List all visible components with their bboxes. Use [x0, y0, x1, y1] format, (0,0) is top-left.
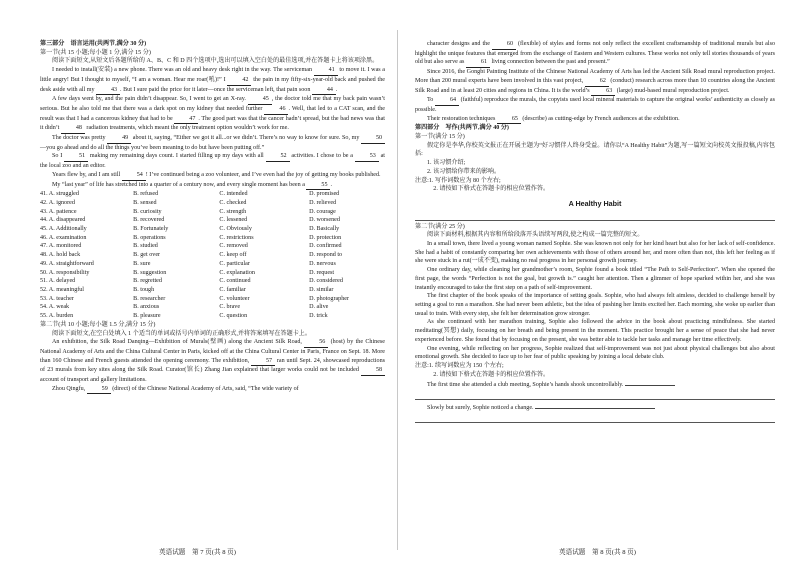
option-choice[interactable]: B. tough [133, 286, 155, 293]
option-choice[interactable]: D. protection [309, 234, 342, 241]
story-passage [415, 240, 775, 362]
part2-instructions: 阅读下面短文,在空白处填入 1 个适当的单词或括号内单词的正确形式,并将答案填写在答题卡上。 [52, 330, 311, 337]
cloze-passage [40, 66, 385, 190]
answer-blank[interactable]: 55 [306, 181, 330, 191]
grammar-passage-start [40, 338, 385, 394]
answer-blank[interactable]: 47 [174, 115, 198, 125]
option-choice[interactable]: C. Obviously [219, 226, 252, 233]
answer-blank[interactable]: 54 [122, 171, 146, 181]
answer-blank[interactable]: 58 [361, 366, 385, 376]
option-row [40, 216, 385, 225]
answer-blank[interactable]: 50 [361, 134, 385, 144]
option-choice[interactable]: D. respond to [309, 252, 343, 259]
passage-paragraph [415, 96, 775, 114]
option-choice[interactable]: B. suggestion [133, 269, 167, 276]
option-choice[interactable]: D. promised [309, 191, 340, 198]
option-choice[interactable]: D. request [309, 269, 335, 276]
passage-paragraph [40, 181, 385, 191]
passage-text: living connection between the past and present.” [489, 59, 610, 66]
option-choice[interactable]: B. Fortunately [133, 226, 169, 233]
answer-blank[interactable]: 61 [466, 58, 490, 68]
section3-title: 第三部分 语言运用(共两节,满分 30 分) [40, 41, 147, 47]
option-row [40, 286, 385, 295]
option-choice[interactable]: 47. A. monitored [40, 243, 82, 250]
option-choice[interactable]: C. explanation [219, 269, 255, 276]
option-row [40, 312, 385, 321]
option-row [40, 251, 385, 260]
answer-line [415, 390, 775, 400]
passage-text: character designs and the [427, 41, 492, 47]
writing1-note-2: 2. 请按如下格式在答题卡的相应位置作答。 [415, 186, 550, 193]
passage-text: —you go ahead and do all the things you’ve been meaning to do but have been putting off.” [40, 144, 265, 151]
passage-text: activities. I chose to be a [289, 153, 355, 160]
option-choice[interactable]: C. restrictions [219, 234, 254, 241]
passage-text: , the doctor told me that my back pain wasn’t serious. But he also told me that there was a dark spot on my kidney that needed further [40, 96, 385, 112]
part1-instructions: 阅读下面短文,从短文后各题所给的 A、B、C 和 D 四个选项中,选出可以填入空白处的最佳选项,并在答题卡上将该项涂黑。 [52, 58, 379, 65]
passage-text: A few days went by, and the pain didn’t disappear. So, I went to get an X-ray. [52, 96, 248, 103]
option-row [40, 190, 385, 199]
page-footer-right: 英语试题 第 8 页(共 8 页) [559, 549, 636, 556]
option-choice[interactable]: 43. A. patience [40, 208, 77, 215]
passage-paragraph [415, 68, 775, 96]
option-choice[interactable]: B. refused [133, 191, 159, 198]
writing2-note-1: 注意:1. 续写词数应为 150 个左右; [415, 362, 504, 369]
answer-blank[interactable]: 49 [107, 134, 131, 144]
writing2-prompt: 阅读下面材料,根据其内容和所给段落开头语续写两段,使之构成一篇完整的短文。 [427, 232, 644, 239]
answer-blank[interactable]: 56 [304, 338, 328, 348]
option-choice[interactable]: C. question [219, 313, 248, 320]
answer-blank[interactable]: 45 [248, 95, 272, 105]
option-choice[interactable]: 50. A. responsibility [40, 269, 90, 276]
answer-blank[interactable]: 48 [61, 124, 85, 134]
answer-blank[interactable]: 44 [312, 86, 336, 96]
left-column [40, 40, 385, 394]
option-choice[interactable]: C. familiar [219, 286, 246, 293]
part1-title: 第一节(共 15 小题;每小题 1 分,满分 15 分) [40, 49, 151, 56]
option-choice[interactable]: D. worsened [309, 217, 340, 224]
answer-line [415, 413, 775, 423]
passage-text: The doctor was pretty [52, 135, 108, 142]
option-choice[interactable]: D. confirmed [309, 243, 342, 250]
option-choice[interactable]: C. continued [219, 278, 251, 285]
passage-text: (host) by the Chinese National Academy of Arts and the China Cultural Center in Paris, kicked off at the China Cultural Center in Paris, France on Sept. 18. More than 160 Chinese and French guests attended the opening ceremony. The exhibition, [40, 339, 386, 364]
answer-blank[interactable]: 43 [96, 86, 120, 96]
passage-text: at the local zoo and an editor. [40, 153, 385, 170]
option-choice[interactable]: D. trick [309, 313, 328, 320]
option-choice[interactable]: 52. A. meaningful [40, 286, 85, 293]
answer-blank[interactable]: 60 [492, 40, 516, 50]
option-choice[interactable]: 45. A. Additionally [40, 226, 87, 233]
option-choice[interactable]: D. similar [309, 286, 334, 293]
answer-blank[interactable]: 64 [435, 96, 459, 106]
answer-blank[interactable]: 62 [585, 77, 609, 87]
passage-text: the pain in my fifty-six-year-old back and pushed the desk aside with all my [40, 76, 385, 93]
option-choice[interactable]: D. relieved [309, 199, 337, 206]
passage-text: (direct) of the Chinese National Academy of Arts, said, “The wide variety of [110, 385, 299, 392]
passage-text: (flexible) of styles and forms not only reflect the excellent craftsmanship of traditional murals but also highlight the unique features that emerged from the exchange of Eastern and Western cultures. These works not only tell stories thousands of years old but also serve as [415, 41, 775, 66]
passage-text: . [335, 86, 338, 93]
option-choice[interactable]: B. recovered [133, 217, 165, 224]
answer-blank[interactable]: 51 [64, 152, 88, 162]
passage-text: to move it. I was a little angry! But I thought to myself, “I am a woman. Hear me roar(吼)!” I [40, 67, 386, 83]
option-row [40, 225, 385, 234]
answer-blank[interactable]: 63 [591, 87, 615, 97]
passage-text: Zhou Qingfu, [52, 385, 87, 392]
option-row [40, 234, 385, 243]
right-page [400, 0, 795, 565]
story-paragraph: The first chapter of the book speaks of the importance of setting goals. Sophie, who had always felt aimless, decided to challenge herself by setting a goal to run a marathon. She had never been athletic, but the idea of pushing her limits excited her. Each morning, she woke up earlier than usual to train. With every step, she felt her determination grow stronger. [415, 293, 775, 317]
option-choice[interactable]: D. nervous [309, 260, 336, 267]
option-choice[interactable]: B. studied [133, 243, 158, 250]
story-paragraph: One evening, while reflecting on her progress, Sophie realized that self-improvement was not just about physical challenges but also about emotional growth. She decided to face up to her fear of public speaking by joining a local debate club. [415, 345, 775, 361]
passage-paragraph [415, 115, 775, 125]
answer-blank[interactable]: 41 [314, 66, 338, 76]
passage-paragraph [40, 171, 385, 181]
option-choice[interactable]: 41. A. struggled [40, 191, 79, 198]
answer-blank[interactable]: 59 [87, 385, 111, 395]
passage-text: radiation treatments, which meant the only treatment option wouldn’t work for me. [84, 125, 289, 132]
option-choice[interactable]: 54. A. weak [40, 304, 70, 311]
option-choice[interactable]: B. sure [133, 260, 151, 267]
option-choice[interactable]: 46. A. examination [40, 234, 87, 241]
writing1-title: 第一节(满分 15 分) [415, 134, 465, 141]
passage-paragraph [415, 40, 775, 68]
option-row [40, 199, 385, 208]
option-row [40, 208, 385, 217]
passage-text: Since 2016, the Gongbi Painting Institute of the Chinese National Academy of Arts has led the Ancient Silk Road mural reproduction project. More than 200 mural experts have been involved in this vast project, [415, 69, 775, 84]
option-choice[interactable]: 48. A. hold back [40, 252, 81, 259]
answer-blank[interactable]: 53 [355, 152, 379, 162]
passage-text: (describe) as cutting-edge by French audiences at the exhibition. [520, 115, 680, 122]
option-choice[interactable]: 44. A. disappeared [40, 217, 86, 224]
passage-text: (large) mud-based mural reproduction project. [615, 87, 730, 94]
passage-text: ! I’ve continued being a zoo volunteer, and I’ve even had the joy of getting my books published. [145, 171, 381, 178]
page-divider [397, 30, 398, 550]
writing2-note-2: 2. 请按如下格式在答题卡的相应位置作答。 [415, 371, 550, 378]
option-choice[interactable]: B. operations [133, 234, 166, 241]
option-choice[interactable]: B. pleasure [133, 313, 161, 320]
option-choice[interactable]: D. courage [309, 208, 336, 215]
option-choice[interactable]: D. photographer [309, 295, 350, 302]
left-page [0, 0, 395, 565]
section4-title: 第四部分 写作(共两节,满分 40 分) [415, 125, 509, 132]
answer-blank[interactable]: 52 [266, 152, 290, 162]
passage-text: account of transport and gallery limitations. [40, 377, 147, 384]
passage-text: ran until Sept. 24, showcased reproductions of 23 murals from key sites along the Silk Road. Curator(馆长) Zhang Jian explained that larger works could not be included [40, 357, 385, 374]
option-choice[interactable]: B. curiosity [133, 208, 162, 215]
passage-text: making my remaining days count. I started filling up my days with all [88, 153, 266, 160]
passage-text: My “last year” of life has stretched into a quarter of a century now, and every single moment has been a [52, 181, 307, 188]
passage-text: I needed to install(安装) a new phone. There was an old and heavy desk right in the way. The serviceman [52, 67, 314, 74]
option-choice[interactable]: D. considered [309, 278, 343, 285]
continuation-start-2-text: Slowly but surely, Sophie noticed a change. [427, 405, 534, 412]
option-choice[interactable]: 42. A. ignored [40, 199, 75, 206]
option-choice[interactable]: 51. A. delayed [40, 278, 76, 285]
passage-paragraph [40, 338, 385, 385]
option-row [40, 277, 385, 286]
story-paragraph: As she continued with her marathon training, Sophie also followed the advice in the book about practicing mindfulness. She started meditating(冥想) daily, focusing on her breath and being present in the moment. This practice brought her a sense of peace that she had never experienced before. She found that by focusing on the present, she was better able to tackle her tasks and manage her time effectively. [415, 319, 775, 343]
passage-paragraph [40, 152, 385, 170]
passage-paragraph [40, 385, 385, 395]
option-choice[interactable]: C. intended [219, 191, 248, 198]
continuation-start-2 [415, 402, 775, 413]
writing1-point-1: 1. 该习惯介绍; [427, 160, 466, 167]
passage-text: Their restoration techniques [427, 115, 497, 122]
passage-paragraph [40, 134, 385, 152]
answer-blank[interactable]: 57 [251, 357, 275, 367]
writing1-point-2: 2. 该习惯给你带来的影响。 [427, 168, 501, 175]
option-choice[interactable]: C. checked [219, 199, 247, 206]
grammar-passage-cont [415, 40, 775, 124]
passage-text: So I [52, 153, 65, 160]
passage-text: . The good part was that the cancer hadn’t spread, but the bad news was that it didn’t [40, 115, 385, 132]
option-row [40, 242, 385, 251]
answer-blank[interactable]: 46 [264, 105, 288, 115]
answer-blank[interactable]: 65 [497, 115, 521, 125]
option-choice[interactable]: B. researcher [133, 295, 166, 302]
right-column [415, 40, 775, 425]
passage-text: To [427, 97, 435, 104]
option-choice[interactable]: B. sensed [133, 199, 157, 206]
cloze-options [40, 190, 385, 321]
answer-line [415, 211, 775, 221]
write-line [625, 379, 675, 386]
passage-text: . Well, that led to a CAT scan, and the result was that I had a cancerous kidney that had to be [40, 105, 385, 122]
part2-title: 第二节(共 10 小题;每小题 1.5 分,满分 15 分) [40, 321, 156, 328]
option-row [40, 303, 385, 312]
page-footer-left: 英语试题 第 7 页(共 8 页) [159, 549, 236, 556]
option-choice[interactable]: C. removed [219, 243, 248, 250]
writing1-prompt: 假定你是李华,你校英文报正在开展主题为“好习惯伴人终身受益。请你以“A Healthy Habit”为题,写一篇短文向校英文报投稿,内容包括: [415, 142, 775, 158]
passage-text: . But I sure paid the price for it later—once the serviceman left, that pain soon [120, 86, 312, 93]
option-row [40, 269, 385, 278]
option-choice[interactable]: C. particular [219, 260, 250, 267]
option-choice[interactable]: C. strength [219, 208, 247, 215]
passage-text: about it, saying, “Either we got it all...or we didn’t. There’s no way to know for sure. So, my [131, 135, 361, 142]
option-row [40, 260, 385, 269]
option-choice[interactable]: B. anxious [133, 304, 160, 311]
continuation-start-1 [415, 379, 775, 390]
passage-text: Years flew by, and I am still [52, 171, 122, 178]
writing2-title: 第二节(满分 25 分) [415, 223, 465, 230]
option-choice[interactable]: C. keep off [219, 252, 247, 259]
passage-text: . [330, 181, 332, 188]
continuation-start-1-text: The first time she attended a club meeting, Sophie’s hands shook uncontrollably. [427, 382, 624, 389]
option-choice[interactable]: C. volunteer [219, 295, 250, 302]
passage-text: (conduct) research across more than 10 countries along the Ancient Silk Road and in at least 20 cities and regions in China. It is the world’s [415, 77, 775, 94]
story-paragraph: One ordinary day, while cleaning her grandmother’s room, Sophie found a book titled “The Path to Self-Perfection”. When she opened the first page, the words “Perfection is not the goal, but growth is.” caught her attention. Then a glimmer of hope sparked within her, and she was instantly encouraged to take the first step on a path of self-improvement. [415, 267, 775, 291]
essay-title: A Healthy Habit [568, 198, 622, 208]
option-choice[interactable]: C. brave [219, 304, 241, 311]
passage-paragraph [40, 95, 385, 134]
option-choice[interactable]: B. get over [133, 252, 161, 259]
option-choice[interactable]: 53. A. teacher [40, 295, 74, 302]
option-row [40, 295, 385, 304]
write-line [535, 402, 655, 409]
passage-text: An exhibition, the Silk Road Danqing—Exhibition of Murals(壁画) along the Ancient Silk Road, [52, 339, 305, 346]
passage-text: (faithful) reproduce the murals, the copyists used local mineral materials to capture the original works’ authenticity as closely as possible. [415, 97, 775, 113]
option-choice[interactable]: D. Basically [309, 226, 340, 233]
option-choice[interactable]: C. lessened [219, 217, 248, 224]
answer-blank[interactable]: 42 [227, 76, 251, 86]
passage-paragraph [40, 66, 385, 95]
option-choice[interactable]: 49. A. straightforward [40, 260, 94, 267]
story-paragraph: In a small town, there lived a young woman named Sophie. She was known not only for her kind heart but also for her lack of self-confidence. She had a habit of constantly comparing her own achievements with those of others around her, and more often than not, this left her feeling as if she were stuck in a rut(一成不变), making no real progress in her personal growth journey. [415, 241, 775, 265]
option-choice[interactable]: D. alive [309, 304, 329, 311]
option-choice[interactable]: B. regretted [133, 278, 162, 285]
option-choice[interactable]: 55. A. burden [40, 313, 74, 320]
writing1-note-1: 注意:1. 写作词数应为 80 个左右; [415, 177, 501, 184]
